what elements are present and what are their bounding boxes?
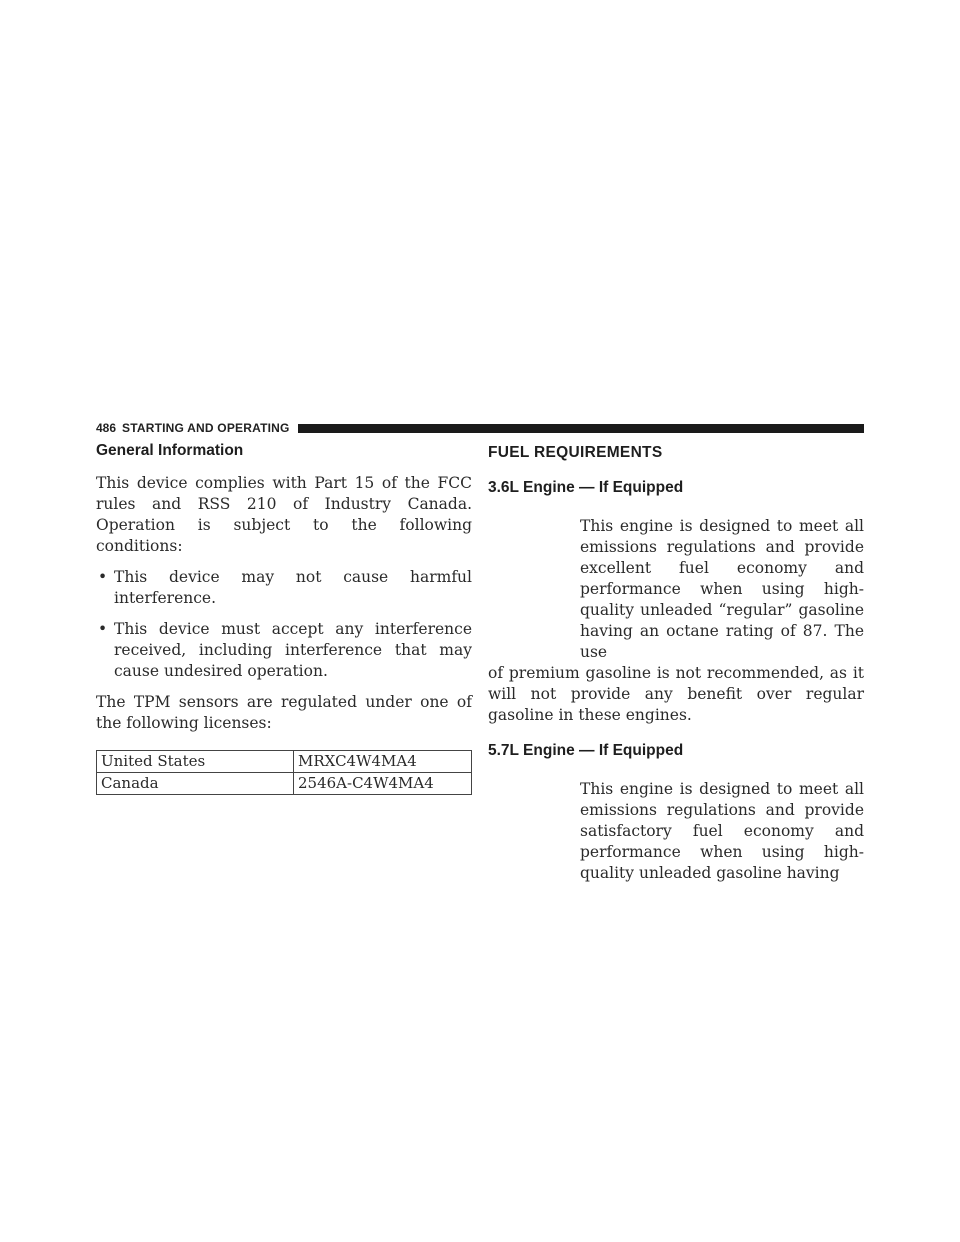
header-rule [298, 424, 864, 433]
engine-36-body [488, 516, 864, 726]
fuel-requirements-heading: FUEL REQUIREMENTS [488, 444, 663, 461]
engine-57-body [488, 779, 864, 884]
engine-36-full-text: of premium gasoline is not recommended, as it will not provide any benefit over regular gasoline in these engines. [488, 664, 864, 724]
left-column [96, 440, 472, 795]
license-cell: 2546A-C4W4MA4 [294, 773, 472, 795]
general-information-heading: General Information [96, 442, 244, 459]
engine-36-heading: 3.6L Engine — If Equipped [488, 479, 684, 496]
engine-36-indented-text: This engine is designed to meet all emissions regulations and provide excellent fuel economy and performance when using high-quality unleaded “regular” gasoline having an octane rating of 87. The use [580, 517, 864, 661]
engine-57-heading: 5.7L Engine — If Equipped [488, 742, 684, 759]
conditions-list [96, 567, 472, 682]
page-header [96, 420, 864, 436]
table-row [97, 751, 472, 773]
list-item: • This device may not cause harmful interference. [96, 567, 472, 609]
intro-paragraph: This device complies with Part 15 of the FCC rules and RSS 210 of Industry Canada. Operation is subject to the following conditions: [96, 474, 472, 555]
license-table [96, 750, 472, 795]
list-item: • This device must accept any interference received, including interference that may cause undesired operation. [96, 619, 472, 682]
page-number: 486 [96, 421, 117, 435]
licenses-paragraph: The TPM sensors are regulated under one of the following licenses: [96, 693, 472, 732]
country-cell: Canada [97, 773, 294, 795]
country-cell: United States [97, 751, 294, 773]
license-cell: MRXC4W4MA4 [294, 751, 472, 773]
section-title: STARTING AND OPERATING [122, 421, 290, 435]
table-row [97, 773, 472, 795]
engine-57-indented-text: This engine is designed to meet all emissions regulations and provide satisfactory fuel economy and performance when using high-quality unleaded gasoline having [580, 780, 864, 882]
right-column [488, 440, 864, 884]
